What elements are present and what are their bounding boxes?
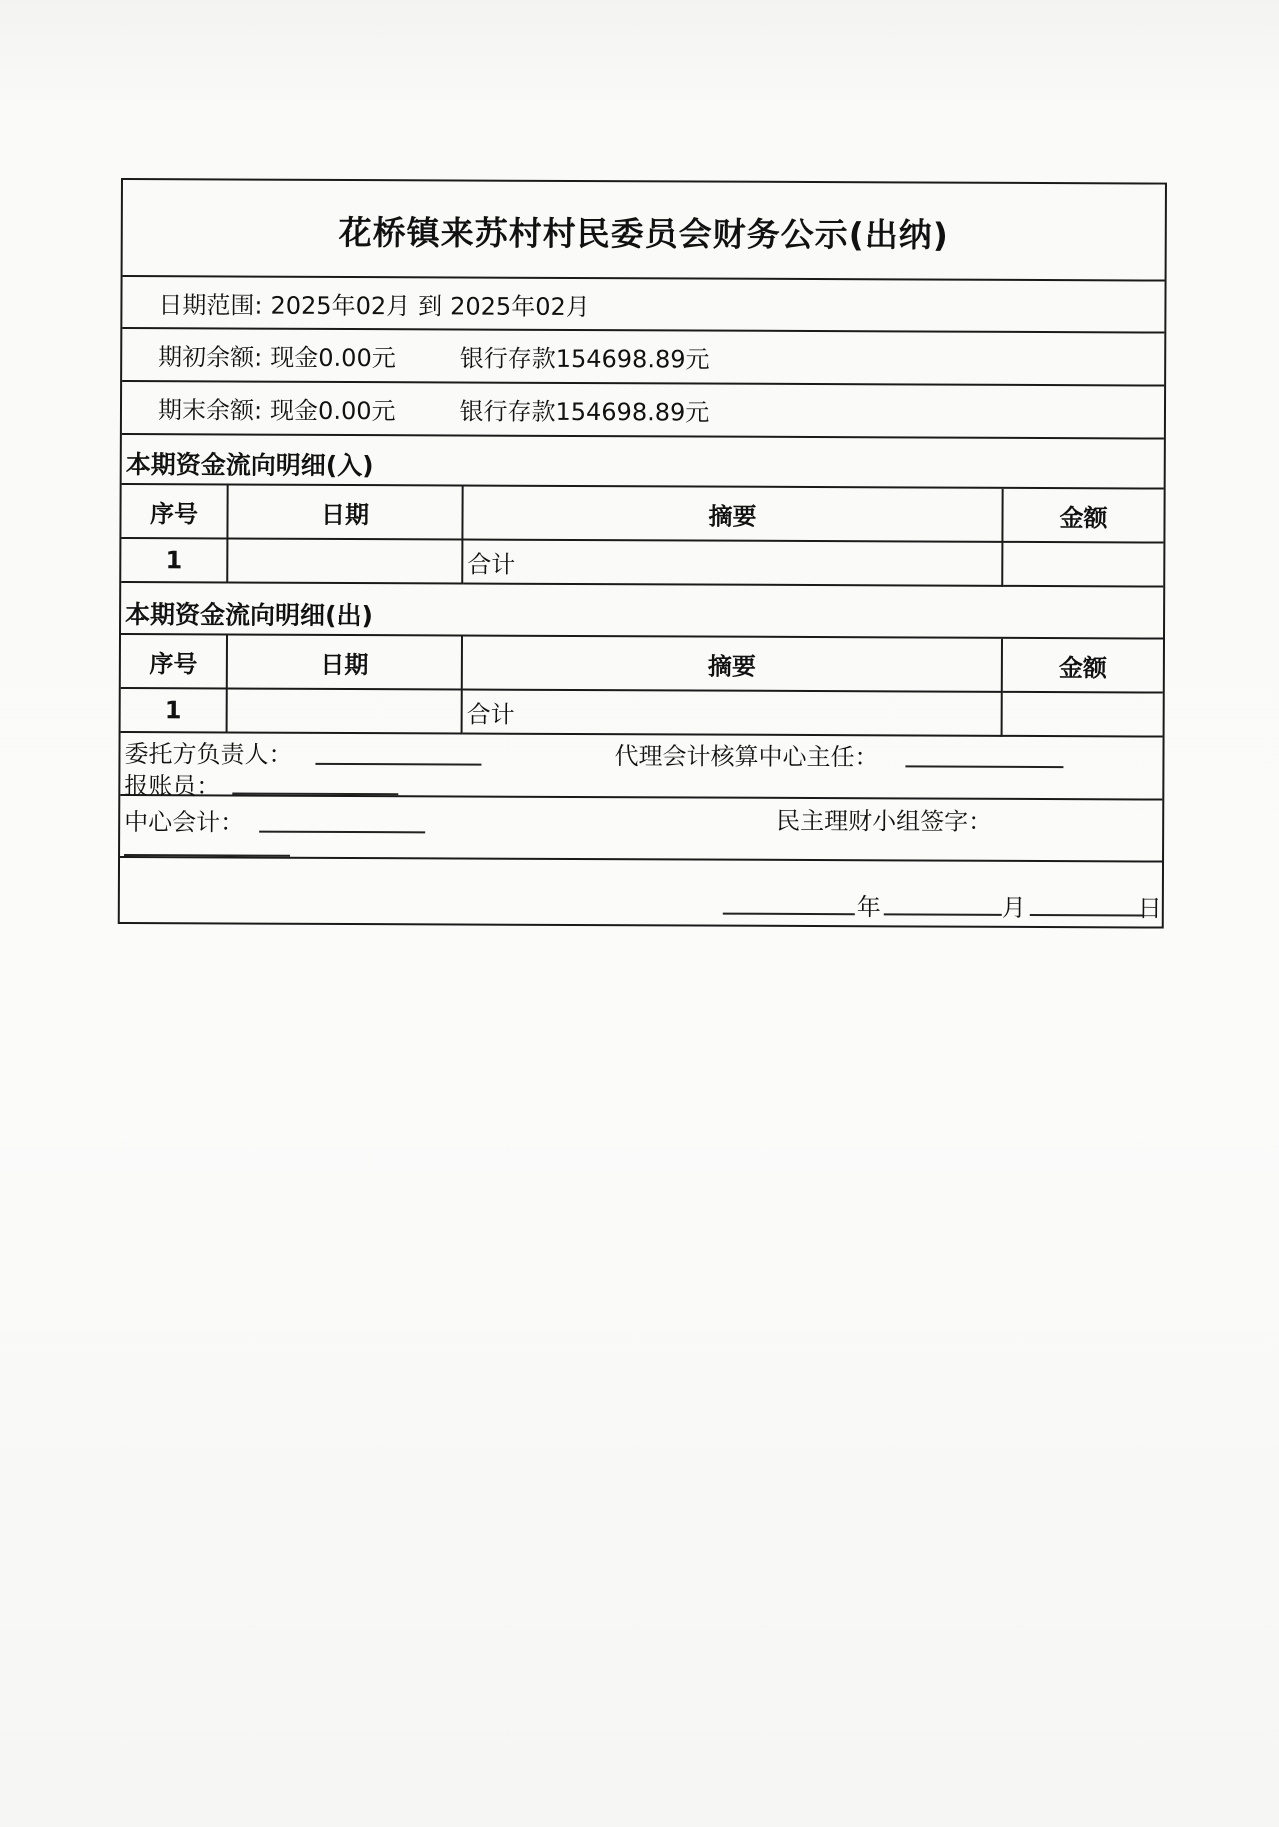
col-header-date: 日期 <box>227 635 462 689</box>
closing-balance-row <box>122 382 1164 440</box>
client-head-label: 委托方负责人： <box>124 740 293 769</box>
month-blank[interactable] <box>884 913 1002 916</box>
cell-no: 1 <box>121 538 227 582</box>
col-header-amount: 金额 <box>1002 639 1163 693</box>
clerk-signature-line[interactable] <box>232 792 398 795</box>
center-accountant-label: 中心会计： <box>124 808 245 837</box>
col-header-summary: 摘要 <box>462 486 1002 541</box>
cell-amount <box>1002 692 1163 737</box>
signature-row-1 <box>120 732 1162 801</box>
col-header-no: 序号 <box>121 485 227 538</box>
opening-balance-row <box>122 329 1164 387</box>
expense-heading: 本期资金流向明细(出) <box>121 585 1163 640</box>
year-label: 年 <box>856 893 881 922</box>
cell-no: 1 <box>121 688 227 732</box>
date-range-to-word: 到 <box>418 291 443 320</box>
expense-table <box>121 635 1163 738</box>
date-range-to: 2025年02月 <box>450 291 590 321</box>
income-table <box>121 485 1163 588</box>
opening-label: 期初余额: <box>158 343 263 372</box>
finance-group-signature-line[interactable] <box>124 854 290 857</box>
date-range-row <box>122 277 1164 334</box>
center-accountant-signature-line[interactable] <box>259 831 425 834</box>
year-blank[interactable] <box>723 913 855 916</box>
table-row <box>121 538 1163 587</box>
closing-label: 期末余额: <box>157 396 263 425</box>
form-title: 花桥镇来苏村村民委员会财务公示(出纳) <box>123 180 1165 282</box>
clerk-label: 报账员： <box>124 772 221 801</box>
agency-director-label: 代理会计核算中心主任： <box>614 742 879 772</box>
opening-bank: 银行存款154698.89元 <box>459 344 710 374</box>
cell-date <box>227 688 462 733</box>
col-header-amount: 金额 <box>1002 489 1163 543</box>
date-range-label: 日期范围: <box>158 290 263 320</box>
closing-cash: 现金0.00元 <box>270 396 396 426</box>
month-label: 月 <box>1001 893 1026 922</box>
col-header-no: 序号 <box>121 635 227 688</box>
day-blank[interactable] <box>1030 914 1144 916</box>
finance-group-label: 民主理财小组签字： <box>776 806 993 836</box>
agency-director-signature-line[interactable] <box>905 765 1063 768</box>
finance-disclosure-form <box>118 178 1167 929</box>
signature-row-2 <box>120 796 1162 863</box>
cell-amount <box>1002 542 1163 587</box>
income-heading: 本期资金流向明细(入) <box>122 435 1164 490</box>
income-header-row <box>121 485 1163 543</box>
date-row <box>120 858 1162 929</box>
day-label: 日 <box>1137 894 1162 923</box>
cell-summary: 合计 <box>462 689 1002 735</box>
cell-date <box>227 538 462 583</box>
cell-summary: 合计 <box>462 539 1002 585</box>
client-head-signature-line[interactable] <box>315 763 481 766</box>
col-header-date: 日期 <box>227 485 462 539</box>
table-row <box>121 688 1163 737</box>
date-range-from: 2025年02月 <box>270 291 411 320</box>
expense-header-row <box>121 635 1163 693</box>
col-header-summary: 摘要 <box>462 636 1002 691</box>
closing-bank: 银行存款154698.89元 <box>459 397 710 427</box>
opening-cash: 现金0.00元 <box>270 343 396 373</box>
